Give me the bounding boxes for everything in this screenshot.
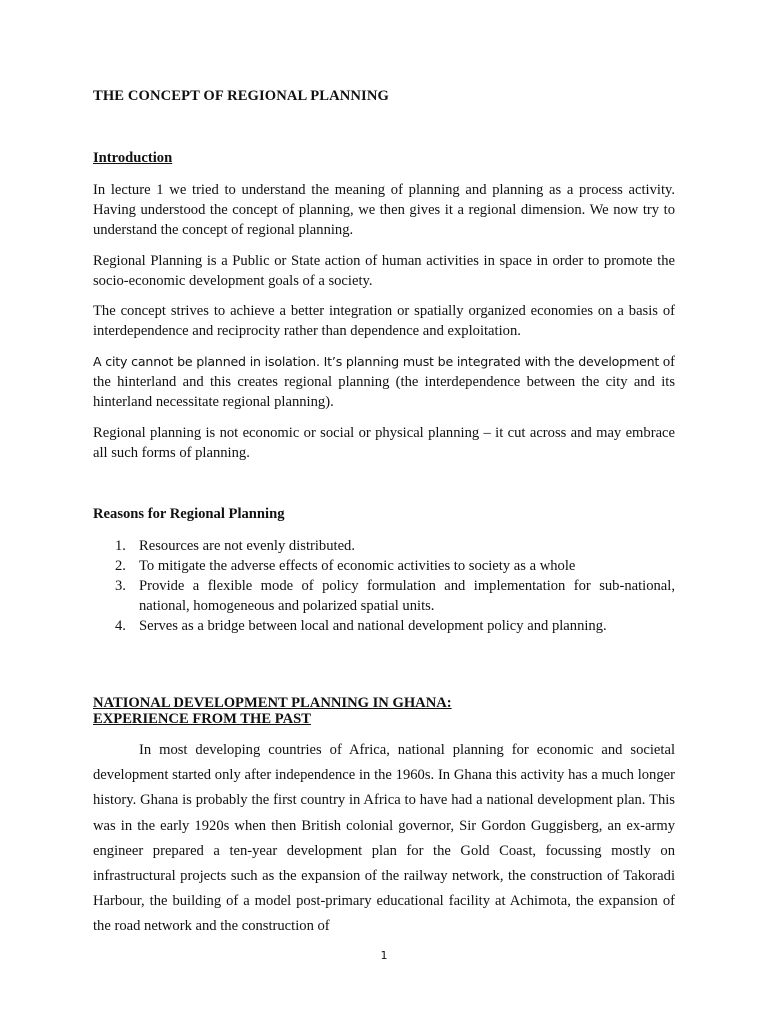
list-item-number: 1. xyxy=(115,538,126,554)
list-item-text: To mitigate the adverse effects of economic activities to society as a whole xyxy=(139,558,576,574)
list-item xyxy=(93,536,675,556)
document-title: THE CONCEPT OF REGIONAL PLANNING xyxy=(93,88,389,104)
city-paragraph-rest: of the hinterland and this creates regional planning (the interdependence between the city and its hinterland necessitate regional planning). xyxy=(93,354,675,410)
list-item-number: 4. xyxy=(115,618,126,634)
introduction-heading: Introduction xyxy=(93,150,173,166)
list-item xyxy=(93,576,675,616)
list-item xyxy=(93,556,675,576)
list-item xyxy=(93,616,675,636)
page-number: 1 xyxy=(380,949,388,962)
national-planning-heading-line-2: EXPERIENCE FROM THE PAST xyxy=(93,711,311,727)
intro-paragraph-1: In lecture 1 we tried to understand the meaning of planning and planning as a process activity. Having understood the concept of planning, we then gives it a regional dimension. We now try to understand the concept of regional planning. xyxy=(93,182,675,238)
intro-paragraph-4: Regional planning is not economic or social or physical planning – it cut across and may embrace all such forms of planning. xyxy=(93,425,675,461)
reasons-list xyxy=(93,536,675,636)
national-planning-paragraph xyxy=(93,738,675,940)
reasons-heading: Reasons for Regional Planning xyxy=(93,506,285,522)
national-planning-paragraph-text: In most developing countries of Africa, national planning for economic and societal development started only after independence in the 1960s. In Ghana this activity has a much longer history. Ghana is probably the first country in Africa to have had a national development plan. This was in the early 1920s when then British colonial governor, Sir Gordon Guggisberg, an ex-army engineer prepared a ten-year development plan for the Gold Coast, focussing mostly on infrastructural projects such as the expansion of the railway network, the construction of Takoradi Harbour, the building of a model post-primary educational facility at Achimota, the expansion of the road network and the construction of xyxy=(93,742,675,935)
list-item-text: Resources are not evenly distributed. xyxy=(139,538,356,554)
list-item-number: 3. xyxy=(115,578,126,594)
national-planning-heading-line-1: NATIONAL DEVELOPMENT PLANNING IN GHANA: xyxy=(93,695,452,711)
city-paragraph xyxy=(93,352,675,412)
list-item-text: Serves as a bridge between local and national development policy and planning. xyxy=(139,618,607,634)
list-item-number: 2. xyxy=(115,558,126,574)
list-item-text: Provide a flexible mode of policy formulation and implementation for sub-national, national, homogeneous and polarized spatial units. xyxy=(139,578,675,614)
intro-paragraph-3: The concept strives to achieve a better integration or spatially organized economies on a basis of interdependence and reciprocity rather than dependence and exploitation. xyxy=(93,303,675,339)
city-paragraph-lead: A city cannot be planned in isolation. It’s planning must be integrated with the development xyxy=(93,354,660,369)
national-planning-heading xyxy=(93,695,452,727)
intro-paragraph-2: Regional Planning is a Public or State action of human activities in space in order to promote the socio-economic development goals of a society. xyxy=(93,253,675,289)
